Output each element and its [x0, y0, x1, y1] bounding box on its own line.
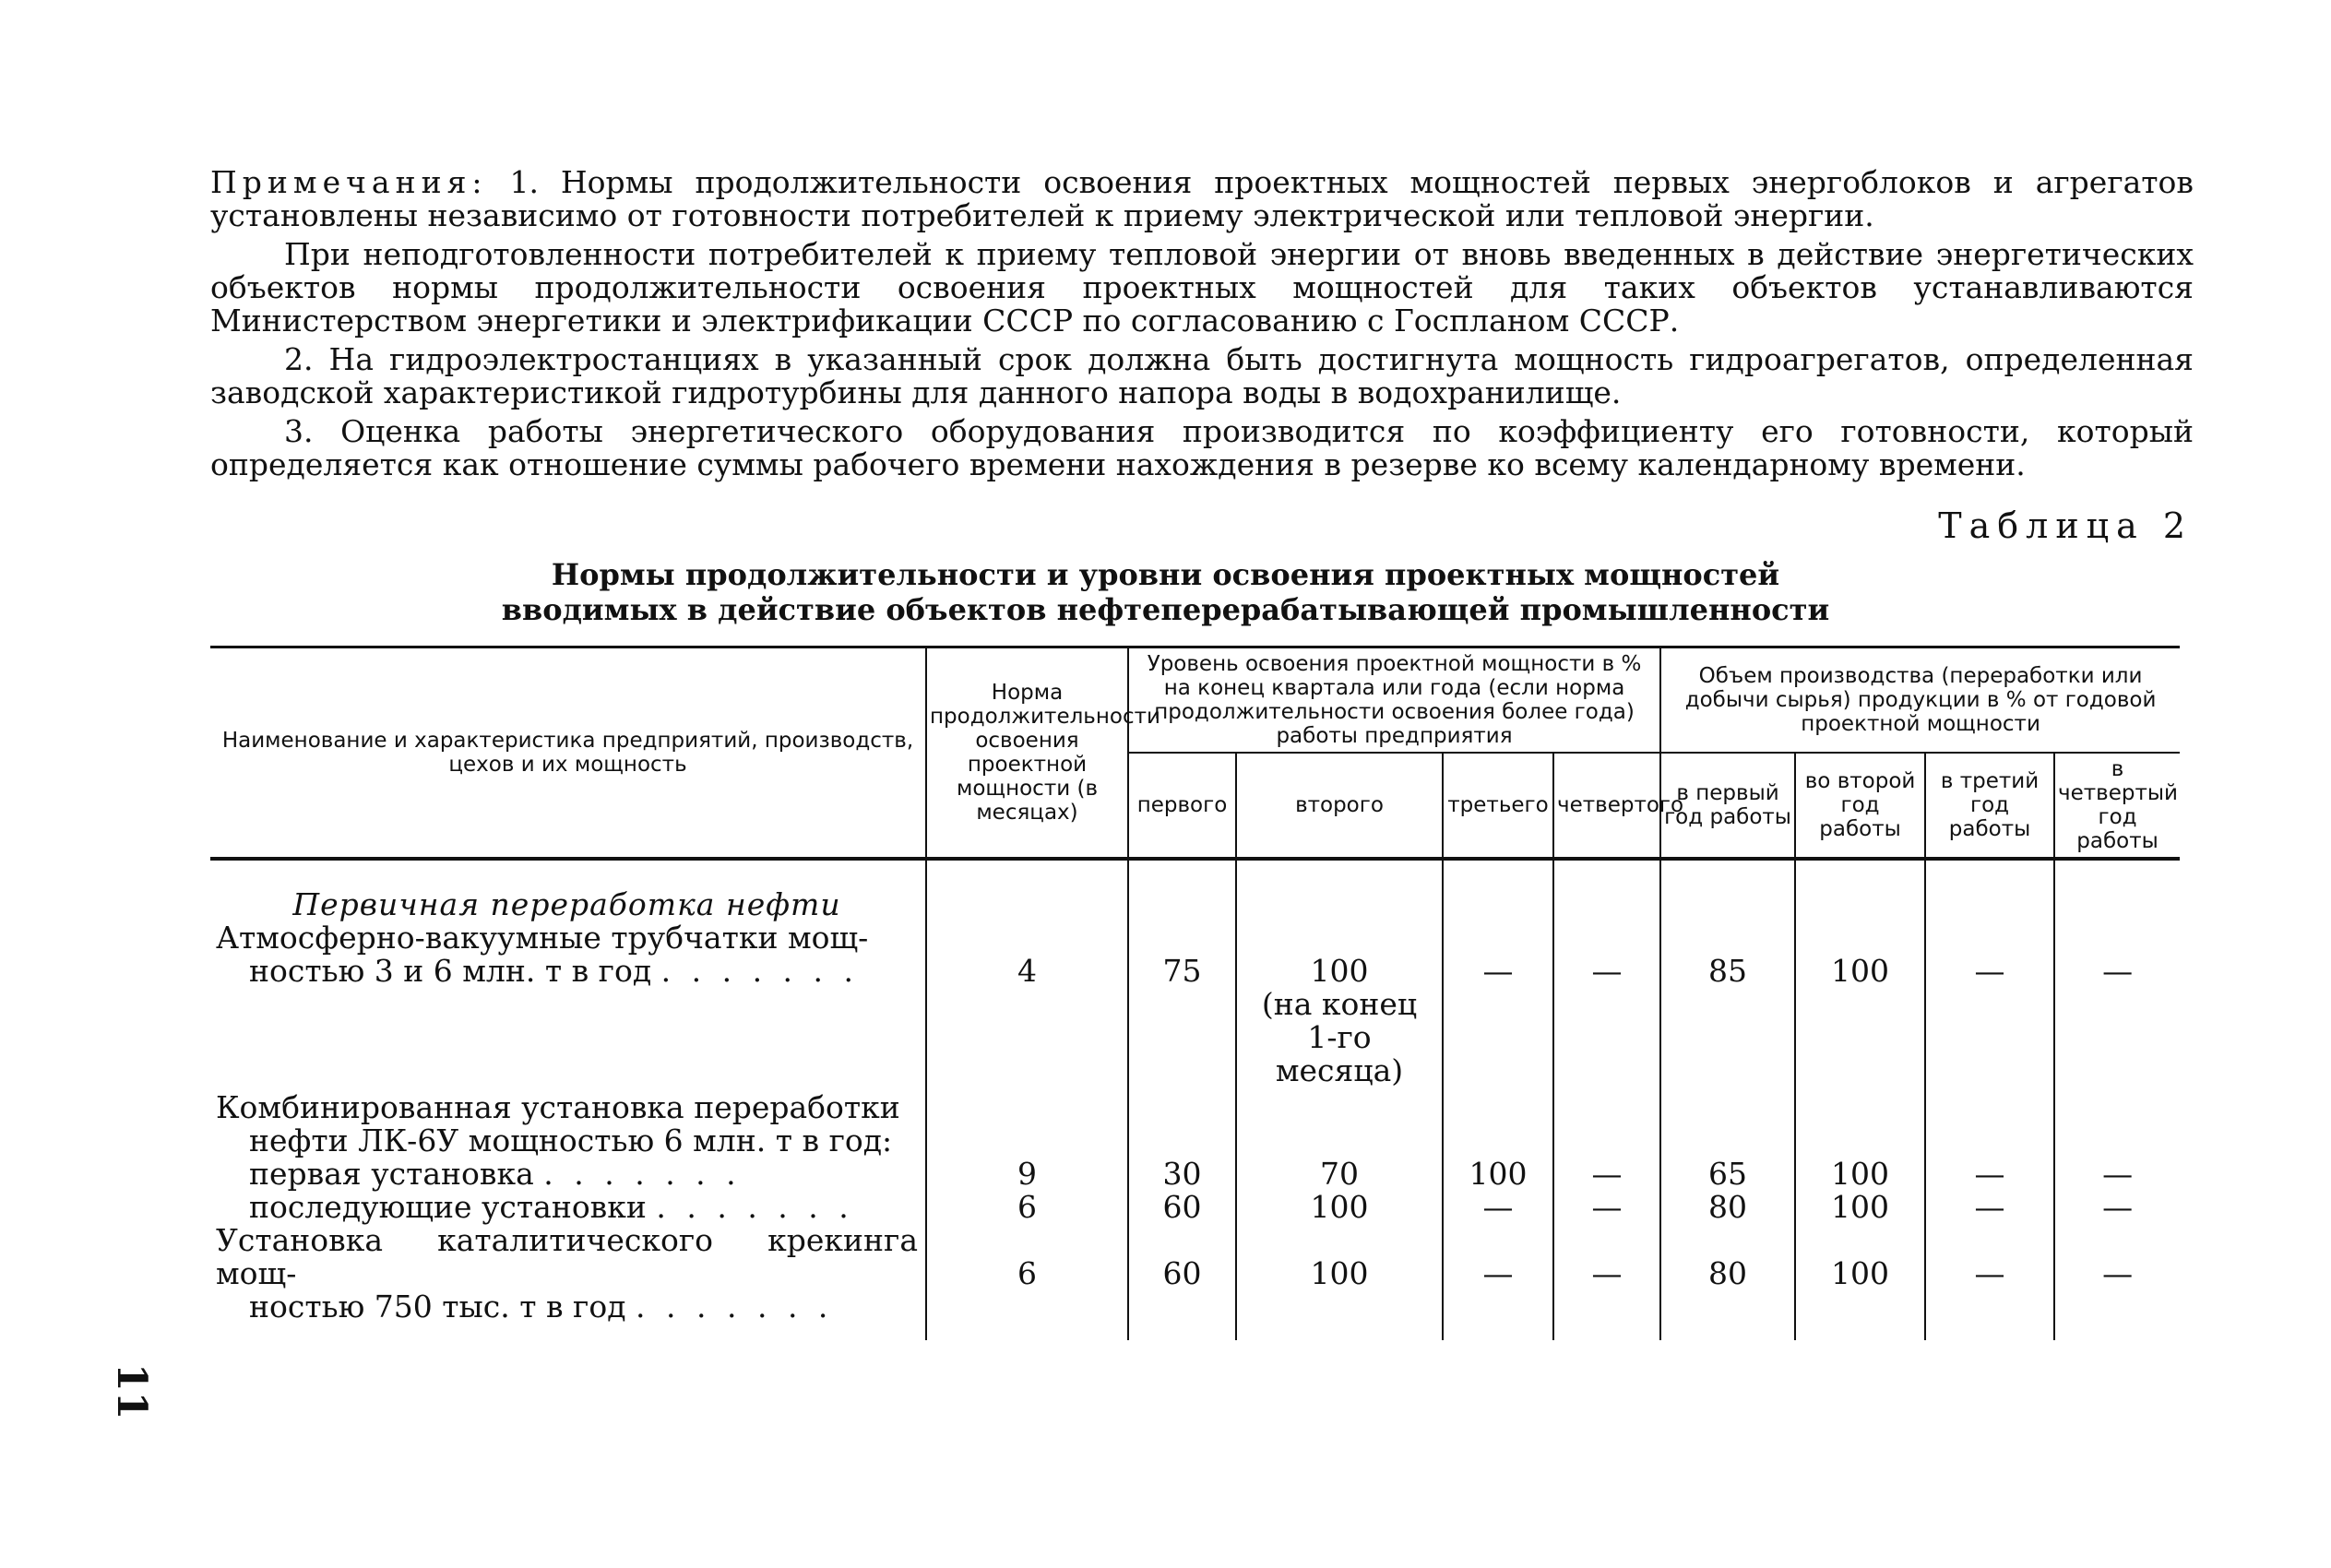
- row-name: [210, 921, 926, 1087]
- table-row: [210, 1224, 2180, 1324]
- header-q3: третьего: [1443, 753, 1553, 859]
- cell-y3: —: [1925, 1191, 2054, 1224]
- header-q2: второго: [1236, 753, 1443, 859]
- cell-q3: 100: [1443, 1158, 1553, 1191]
- section-title: Первичная переработка нефти: [210, 859, 926, 921]
- header-row-1: [210, 647, 2180, 754]
- header-name: Наименование и характеристика предприятий, производств, цехов и их мощность: [210, 647, 926, 860]
- cell-y4: —: [2054, 1191, 2180, 1224]
- row-name: последующие установки . . . . . . .: [210, 1191, 926, 1224]
- cell-y1: 80: [1660, 1224, 1795, 1324]
- cell-q3: —: [1443, 1224, 1553, 1324]
- group-head: [210, 1087, 926, 1158]
- table-label: Таблица 2: [1938, 505, 2193, 546]
- norms-table: [210, 646, 2180, 1340]
- leader-dots: . . . . . . .: [660, 953, 860, 989]
- table-title: [0, 557, 2331, 627]
- cell-y2: 100: [1795, 1224, 1925, 1324]
- cell-q1: 60: [1128, 1224, 1236, 1324]
- cell-q3: —: [1443, 921, 1553, 1087]
- cell-norm: 6: [926, 1191, 1128, 1224]
- leader-dots: . . . . . . .: [636, 1289, 834, 1324]
- page-number: 11: [108, 1363, 155, 1420]
- cell-y1: 85: [1660, 921, 1795, 1087]
- cell-y3: —: [1925, 1224, 2054, 1324]
- cell-q2: 100: [1236, 1224, 1443, 1324]
- table-row: [210, 921, 2180, 1087]
- note-1-text: 1. Нормы продолжительности освоения проектных мощностей первых энергоблоков и агрегатов установлены независимо от готовности потребителей к приему электрической или тепловой энергии.: [210, 164, 2194, 233]
- cell-q1: 30: [1128, 1158, 1236, 1191]
- cell-y1: 80: [1660, 1191, 1795, 1224]
- table-title-line-1: Нормы продолжительности и уровни освоения проектных мощностей: [551, 557, 1780, 592]
- header-y2: во второй год работы: [1795, 753, 1925, 859]
- leader-dots: . . . . . . .: [656, 1189, 854, 1225]
- note-3: 3. Оценка работы энергетического оборудования производится по коэффициенту его готовности, который определяется как отношение суммы рабочего времени нахождения в резерве ко всему календарному времени.: [210, 413, 2194, 482]
- note-1: [210, 166, 2194, 232]
- cell-q4: —: [1553, 921, 1660, 1087]
- cell-y4: —: [2054, 1158, 2180, 1191]
- cell-y4: —: [2054, 1224, 2180, 1324]
- cell-y3: —: [1925, 1158, 2054, 1191]
- header-level-group: Уровень освоения проектной мощности в % на конец квартала или года (если норма продолжительности освоения более года) работы предприятия: [1128, 647, 1660, 754]
- cell-y3: —: [1925, 921, 2054, 1087]
- header-y3: в третий год работы: [1925, 753, 2054, 859]
- note-2: 2. На гидроэлектростанциях в указанный срок должна быть достигнута мощность гидроагрегатов, определенная заводской характеристикой гидротурбины для данного напора воды в водохранилище.: [210, 341, 2194, 410]
- header-q1: первого: [1128, 753, 1236, 859]
- row-name-line: ностью 750 тыс. т в год . . . . . . .: [249, 1289, 834, 1324]
- cell-q1: 75: [1128, 921, 1236, 1087]
- cell-y2: 100: [1795, 921, 1925, 1087]
- header-q4: четвертого: [1553, 753, 1660, 859]
- row-name-line: Установка каталитического крекинга мощ-: [216, 1222, 918, 1291]
- cell-q2: 70: [1236, 1158, 1443, 1191]
- cell-y2: 100: [1795, 1191, 1925, 1224]
- note-1b: При неподготовленности потребителей к приему тепловой энергии от вновь введенных в действие энергетических объектов нормы продолжительности освоения проектных мощностей для таких объектов устанавливаются Министерством энергетики и электрификации СССР по согласованию с Госпланом СССР.: [210, 236, 2194, 339]
- cell-norm: 6: [926, 1224, 1128, 1324]
- group-head-line: нефти ЛК-6У мощностью 6 млн. т в год:: [249, 1123, 893, 1158]
- cell-q4: —: [1553, 1158, 1660, 1191]
- cell-q4: —: [1553, 1224, 1660, 1324]
- cell-y4: —: [2054, 921, 2180, 1087]
- cell-q2: 100: [1236, 1191, 1443, 1224]
- section-row: [210, 859, 2180, 921]
- cell-y2: 100: [1795, 1158, 1925, 1191]
- header-y1: в первый год работы: [1660, 753, 1795, 859]
- row-name: [210, 1224, 926, 1324]
- header-norm: Норма продолжительности освоения проектной мощности (в месяцах): [926, 647, 1128, 860]
- table-row: [210, 1191, 2180, 1224]
- row-name: первая установка . . . . . . .: [210, 1158, 926, 1191]
- notes-lead: Примечания:: [210, 164, 488, 200]
- row-name-line: ностью 3 и 6 млн. т в год . . . . . . .: [249, 953, 860, 989]
- table-title-line-2: вводимых в действие объектов нефтеперерабатывающей промышленности: [501, 592, 1830, 627]
- header-volume-group: Объем производства (переработки или добычи сырья) продукции в % от годовой проектной мощности: [1660, 647, 2180, 754]
- group-head-row: [210, 1087, 2180, 1158]
- spacer-row: [210, 1324, 2180, 1340]
- cell-q2: 100 (на конец 1-го месяца): [1236, 921, 1443, 1087]
- cell-norm: 4: [926, 921, 1128, 1087]
- cell-y1: 65: [1660, 1158, 1795, 1191]
- group-head-line: Комбинированная установка переработки: [216, 1089, 900, 1125]
- row-name-line: Атмосферно-вакуумные трубчатки мощ-: [216, 920, 869, 956]
- cell-q4: —: [1553, 1191, 1660, 1224]
- cell-q3: —: [1443, 1191, 1553, 1224]
- cell-q1: 60: [1128, 1191, 1236, 1224]
- cell-norm: 9: [926, 1158, 1128, 1191]
- table-row: [210, 1158, 2180, 1191]
- leader-dots: . . . . . . .: [543, 1156, 742, 1192]
- header-y4: в четвертый год работы: [2054, 753, 2180, 859]
- notes-block: [210, 166, 2194, 487]
